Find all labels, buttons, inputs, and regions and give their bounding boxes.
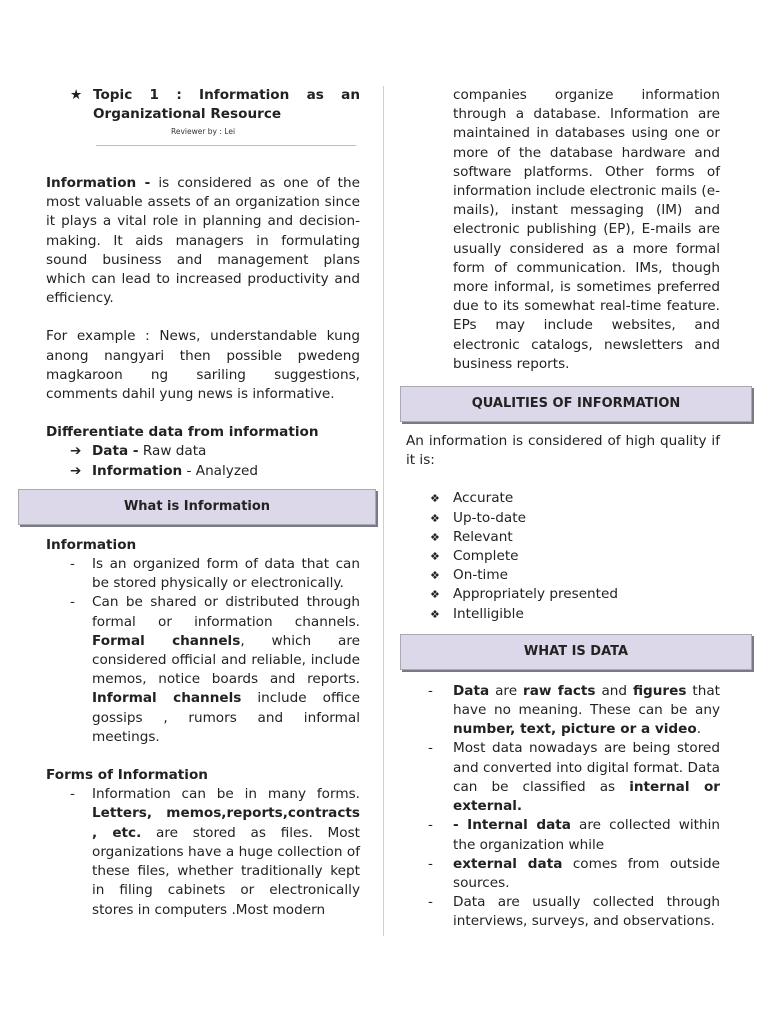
list-item: - Most data nowadays are being stored and converted into digital format. Data can be classified as internal or external. [428, 740, 721, 815]
list-item: ❖ Up-to-date [406, 509, 720, 528]
list-item: ❖ Appropriately presented [406, 585, 720, 604]
star-icon: ★ [70, 87, 83, 103]
arrow-item-information: ➔ Information - Analyzed [46, 462, 360, 481]
example-paragraph: For example : News, understandable kung anong nangyari then possible pwedeng magkaroon ng sariling suggestions, comments dahil yung news is informative. [46, 328, 360, 403]
forms-heading: Forms of Information [46, 767, 208, 784]
list-item: ❖ Accurate [406, 489, 720, 508]
list-item: ❖ On-time [406, 566, 720, 585]
information-heading: Information [46, 536, 137, 553]
list-item: - Data are raw facts and figures that have no meaning. These can be any number, text, picture or a video. [428, 682, 720, 738]
column-divider [383, 86, 384, 936]
diamond-bullet-icon: ❖ [430, 588, 440, 602]
diamond-bullet-icon: ❖ [430, 550, 440, 564]
diamond-bullet-icon: ❖ [430, 511, 440, 525]
list-item: - external data comes from outside sources. [428, 855, 720, 891]
what-is-information-box: What is Information [18, 489, 376, 525]
diamond-bullet-icon: ❖ [430, 607, 440, 621]
diamond-bullet-icon: ❖ [430, 530, 440, 544]
topic-title-text: Topic 1 : Information as an Organizational Resource [93, 87, 360, 122]
arrow-icon: ➔ [70, 462, 82, 479]
right-column [406, 86, 720, 932]
continued-paragraph: companies organize information through a database. Information are maintained in databases using one or more of the database hardware and software platforms. Other forms of information include electronic mails (e-mails), instant messaging (IM) and electronic publishing (EP), E-mails are usually considered as a more formal form of communication. IMs, though more informal, is sometimes preferred due to its somewhat real-time feature. EPs may include websites, and electronic catalogs, newsletters and business reports. [453, 87, 720, 372]
left-column [46, 86, 360, 920]
qualities-box: QUALITIES OF INFORMATION [400, 386, 752, 422]
reviewer-credit: Reviewer by : Lei [170, 127, 236, 136]
data-list [406, 682, 720, 932]
list-item: ❖ Intelligible [406, 605, 720, 624]
list-item: - Is an organized form of data that can be stored physically or electronically. [70, 556, 360, 592]
title-rule [96, 145, 356, 146]
list-item: ❖ Complete [406, 547, 720, 566]
arrow-icon: ➔ [70, 443, 82, 460]
differentiate-heading: Differentiate data from information [46, 424, 319, 441]
list-item: - - Internal data are collected within the organization while [428, 817, 720, 853]
information-definition: Information - is considered as one of the most valuable assets of an organization since it plays a vital role in planning and decision-making. It aids managers in formulating sound business and management plans which can lead to increased productivity and efficiency. [46, 175, 360, 307]
topic-title [46, 86, 360, 124]
qualities-intro: An information is considered of high quality if it is: [406, 433, 720, 469]
diamond-bullet-icon: ❖ [430, 569, 440, 583]
what-is-data-box: WHAT IS DATA [400, 634, 752, 670]
list-item: - Information can be in many forms. Letters, memos,reports,contracts , etc. are stored as files. Most organizations have a huge collection of these files, whether traditionally kept in filing cabinets or electronically stores in computers .Most modern [70, 786, 361, 918]
qualities-list [406, 489, 720, 623]
list-item: - Data are usually collected through interviews, surveys, and observations. [428, 894, 720, 930]
list-item: ❖ Relevant [406, 528, 720, 547]
arrow-item-data: ➔ Data - Raw data [46, 442, 360, 461]
list-item: - Can be shared or distributed through formal or information channels. Formal channels, which are considered official and reliable, include memos, notice boards and reports. Informal channels include office gossips , rumors and informal meetings. [70, 594, 360, 745]
diamond-bullet-icon: ❖ [430, 492, 440, 506]
